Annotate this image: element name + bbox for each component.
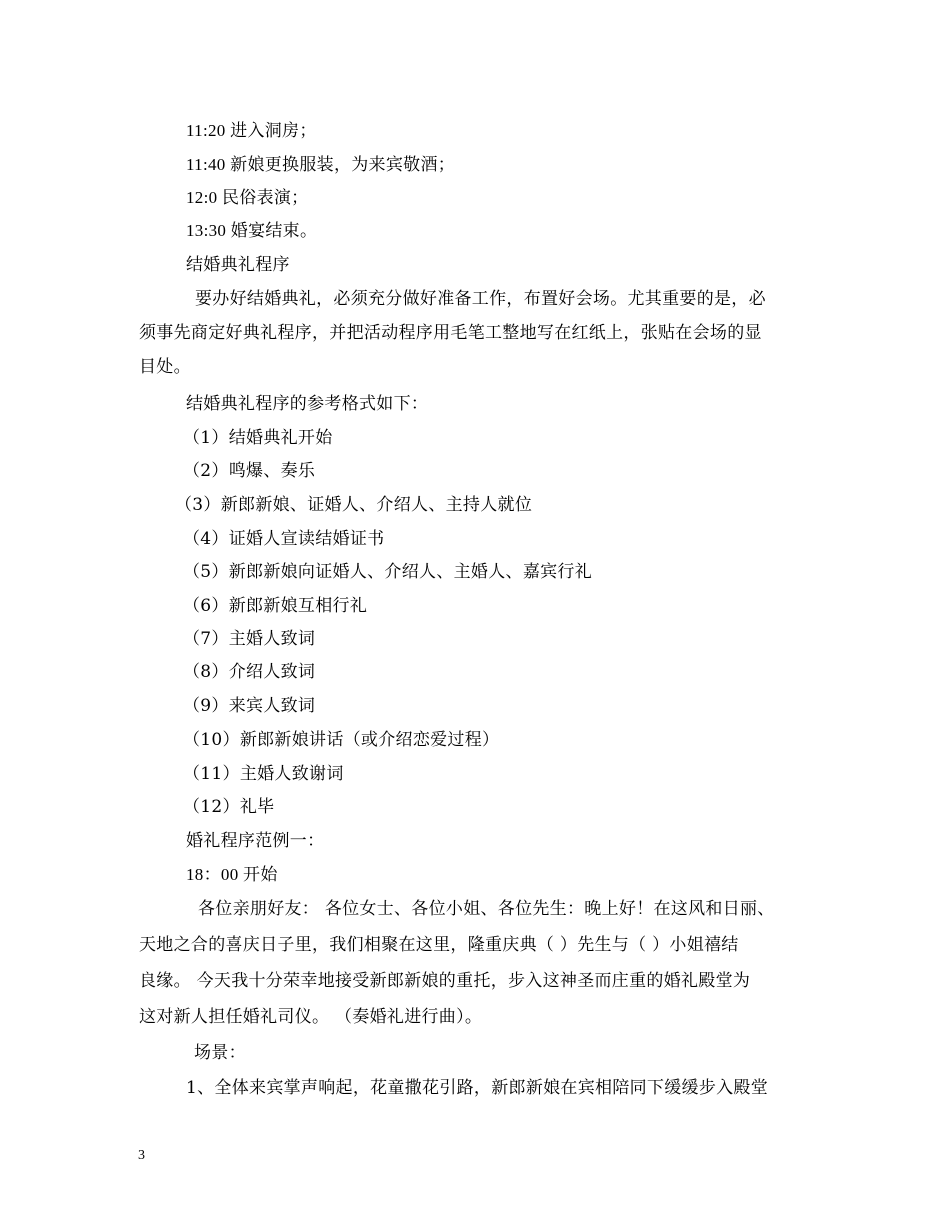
schedule-line: 12:0 民俗表演； [186,188,309,207]
example-title: 婚礼程序范例一： [186,831,325,851]
ceremony-step: （9）来宾人致词 [183,696,316,716]
schedule-line: 13:30 婚宴结束。 [186,221,318,240]
ceremony-step: （1）结婚典礼开始 [183,428,333,448]
ceremony-step: （2）鸣爆、奏乐 [183,461,316,481]
ceremony-step: （3）新郎新娘、证婚人、介绍人、主持人就位 [175,495,533,515]
page-number: 3 [138,1148,145,1163]
scene-label: 场景： [194,1043,246,1063]
schedule-line: 11:40 新娘更换服装，为来宾敬酒； [186,155,456,174]
intro-paragraph-line: 要办好结婚典礼，必须充分做好准备工作，布置好会场。尤其重要的是，必 [195,289,766,309]
example-time: 18：00 开始 [186,865,278,884]
format-heading: 结婚典礼程序的参考格式如下： [186,394,429,414]
speech-line: 各位亲朋好友： 各位女士、各位小姐、各位先生：晚上好！在这风和日丽、 [198,899,775,919]
ceremony-step: （10）新郎新娘讲话（或介绍恋爱过程） [183,730,500,750]
scene-item: 1、全体来宾掌声响起，花童撒花引路，新郎新娘在宾相陪同下缓缓步入殿堂 [186,1078,769,1098]
schedule-line: 11:20 进入洞房； [186,121,317,140]
speech-line: 这对新人担任婚礼司仪。 （奏婚礼进行曲）。 [139,1007,483,1027]
ceremony-step: （6）新郎新娘互相行礼 [183,596,368,616]
speech-line: 良缘。 今天我十分荣幸地接受新郎新娘的重托，步入这神圣而庄重的婚礼殿堂为 [139,971,751,991]
section-title: 结婚典礼程序 [186,255,290,275]
speech-line: 天地之合的喜庆日子里，我们相聚在这里，隆重庆典（ ）先生与（ ）小姐禧结 [139,935,739,955]
ceremony-step: （8）介绍人致词 [183,662,316,682]
ceremony-step: （4）证婚人宣读结婚证书 [183,529,385,549]
ceremony-step: （12）礼毕 [183,797,275,817]
ceremony-step: （11）主婚人致谢词 [183,764,344,784]
intro-paragraph-line: 目处。 [139,357,191,377]
intro-paragraph-line: 须事先商定好典礼程序，并把活动程序用毛笔工整地写在红纸上，张贴在会场的显 [139,323,762,343]
ceremony-step: （7）主婚人致词 [183,629,316,649]
ceremony-step: （5）新郎新娘向证婚人、介绍人、主婚人、嘉宾行礼 [183,562,593,582]
